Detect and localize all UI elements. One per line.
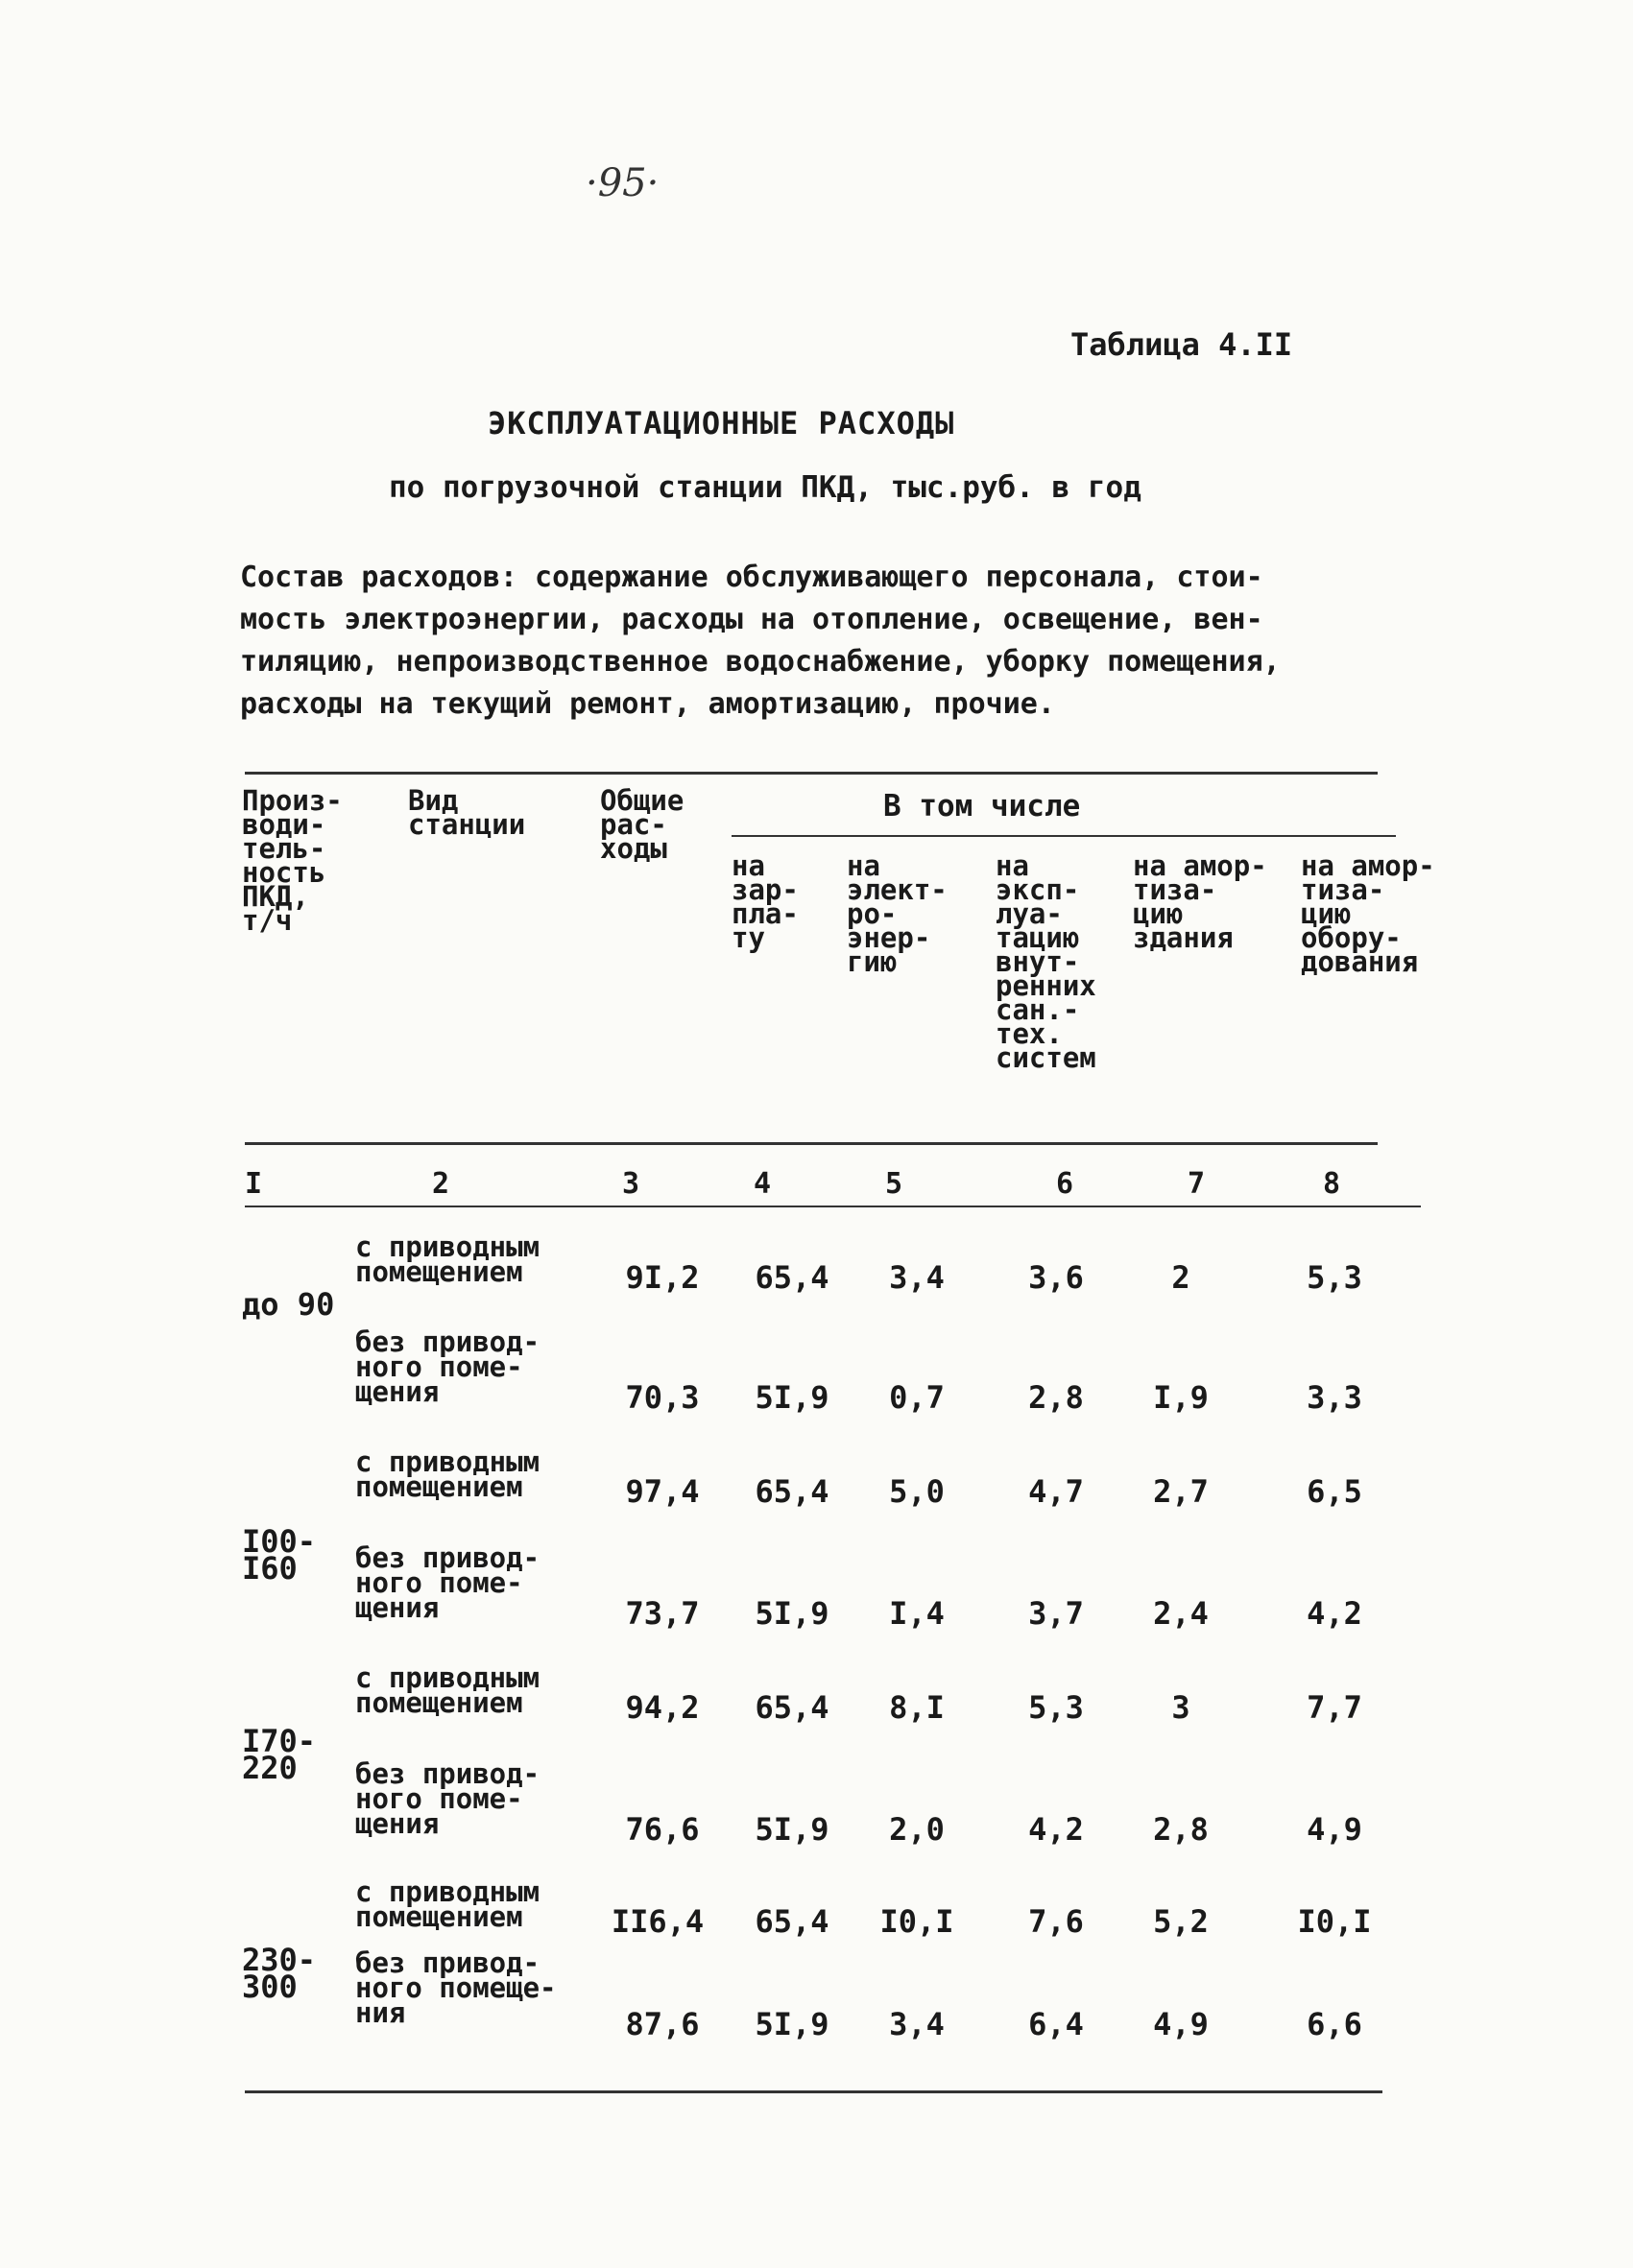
column-number-rule (245, 1206, 1421, 1207)
value-sanitary: 3,7 (1028, 1595, 1084, 1632)
column-number: 6 (1056, 1167, 1074, 1201)
productivity-value: I70- 220 (242, 1723, 317, 1786)
value-electricity: 8,I (889, 1689, 945, 1726)
table-label: Таблица 4.II (1070, 326, 1293, 363)
station-type: с приводным помещением (355, 1445, 540, 1503)
value-building: 5,2 (1153, 1903, 1209, 1940)
value-sanitary: 2,8 (1028, 1379, 1084, 1416)
column-number: 5 (885, 1167, 903, 1201)
value-salary: 65,4 (755, 1689, 829, 1726)
value-building: 2,7 (1153, 1473, 1209, 1510)
description-line: расходы на текущий ремонт, амортизацию, прочие. (240, 687, 1055, 721)
value-equipment: 6,5 (1307, 1473, 1362, 1510)
station-type: с приводным помещением (355, 1661, 540, 1719)
station-type: без привод- ного поме- щения (355, 1757, 540, 1840)
value-electricity: 3,4 (889, 1259, 945, 1296)
header-group-rule (732, 835, 1396, 837)
description-line: Состав расходов: содержание обслуживающего персонала, стои- (240, 561, 1263, 594)
header-electricity: на элект- ро- энер- гию (847, 849, 948, 978)
header-sanitary-systems: на эксп- луа- тацию внут- ренних сан.- тех. систем (996, 849, 1096, 1074)
table-title: ЭКСПЛУАТАЦИОННЫЕ РАСХОДЫ (488, 405, 955, 442)
station-type: без привод- ного поме- щения (355, 1541, 540, 1624)
header-group-including: В том числе (883, 789, 1081, 824)
column-number: I (245, 1167, 263, 1201)
table-top-rule (245, 772, 1378, 775)
value-equipment: 7,7 (1307, 1689, 1362, 1726)
value-salary: 65,4 (755, 1473, 829, 1510)
header-bottom-rule (245, 1142, 1378, 1145)
table-subtitle: по погрузочной станции ПКД, тыс.руб. в год (389, 470, 1141, 505)
station-type: без привод- ного поме- щения (355, 1325, 540, 1408)
header-equipment-depreciation: на амор- тиза- цию обору- дования (1301, 849, 1435, 978)
page-number: ·95· (586, 161, 660, 205)
value-sanitary: 7,6 (1028, 1903, 1084, 1940)
value-equipment: I0,I (1297, 1903, 1372, 1940)
productivity-value: до 90 (242, 1286, 335, 1323)
value-sanitary: 3,6 (1028, 1259, 1084, 1296)
value-building: 2 (1171, 1259, 1190, 1296)
value-sanitary: 4,2 (1028, 1811, 1084, 1848)
column-number: 4 (754, 1167, 772, 1201)
value-building: 2,8 (1153, 1811, 1209, 1848)
header-station-type: Вид станции (408, 784, 526, 841)
value-sanitary: 5,3 (1028, 1689, 1084, 1726)
value-sanitary: 4,7 (1028, 1473, 1084, 1510)
description-line: тиляцию, непроизводственное водоснабжение, уборку помещения, (240, 645, 1281, 679)
productivity-value: 230- 300 (242, 1942, 317, 2005)
value-salary: 65,4 (755, 1259, 829, 1296)
value-building: I,9 (1153, 1379, 1209, 1416)
value-total: 73,7 (625, 1595, 700, 1632)
value-building: 3 (1171, 1689, 1190, 1726)
value-building: 4,9 (1153, 2006, 1209, 2042)
value-salary: 5I,9 (755, 1811, 829, 1848)
value-building: 2,4 (1153, 1595, 1209, 1632)
value-electricity: I0,I (879, 1903, 954, 1940)
header-salary: на зар- пла- ту (732, 849, 799, 954)
station-type: с приводным помещением (355, 1230, 540, 1288)
value-equipment: 4,9 (1307, 1811, 1362, 1848)
header-total-costs: Общие рас- ходы (600, 784, 684, 865)
value-equipment: 6,6 (1307, 2006, 1362, 2042)
value-total: 94,2 (625, 1689, 700, 1726)
value-electricity: 3,4 (889, 2006, 945, 2042)
value-salary: 65,4 (755, 1903, 829, 1940)
header-building-depreciation: на амор- тиза- цию здания (1133, 849, 1267, 954)
value-sanitary: 6,4 (1028, 2006, 1084, 2042)
header-productivity: Произ- води- тель- ность ПКД, т/ч (242, 784, 343, 937)
value-equipment: 5,3 (1307, 1259, 1362, 1296)
value-total: 97,4 (625, 1473, 700, 1510)
value-salary: 5I,9 (755, 2006, 829, 2042)
value-total: 76,6 (625, 1811, 700, 1848)
value-salary: 5I,9 (755, 1379, 829, 1416)
table-bottom-rule (245, 2090, 1382, 2093)
column-number: 8 (1323, 1167, 1341, 1201)
productivity-value: I00- I60 (242, 1523, 317, 1587)
value-total: 70,3 (625, 1379, 700, 1416)
value-electricity: 2,0 (889, 1811, 945, 1848)
value-equipment: 3,3 (1307, 1379, 1362, 1416)
value-total: 87,6 (625, 2006, 700, 2042)
value-electricity: 0,7 (889, 1379, 945, 1416)
column-number: 2 (432, 1167, 450, 1201)
value-salary: 5I,9 (755, 1595, 829, 1632)
value-electricity: I,4 (889, 1595, 945, 1632)
station-type: без привод- ного помеще- ния (355, 1946, 557, 2029)
value-equipment: 4,2 (1307, 1595, 1362, 1632)
cost-description (240, 557, 1421, 726)
value-total: II6,4 (611, 1903, 705, 1940)
description-line: мость электроэнергии, расходы на отопление, освещение, вен- (240, 603, 1263, 636)
value-total: 9I,2 (625, 1259, 700, 1296)
station-type: с приводным помещением (355, 1875, 540, 1933)
column-number: 7 (1188, 1167, 1206, 1201)
value-electricity: 5,0 (889, 1473, 945, 1510)
column-number: 3 (622, 1167, 640, 1201)
